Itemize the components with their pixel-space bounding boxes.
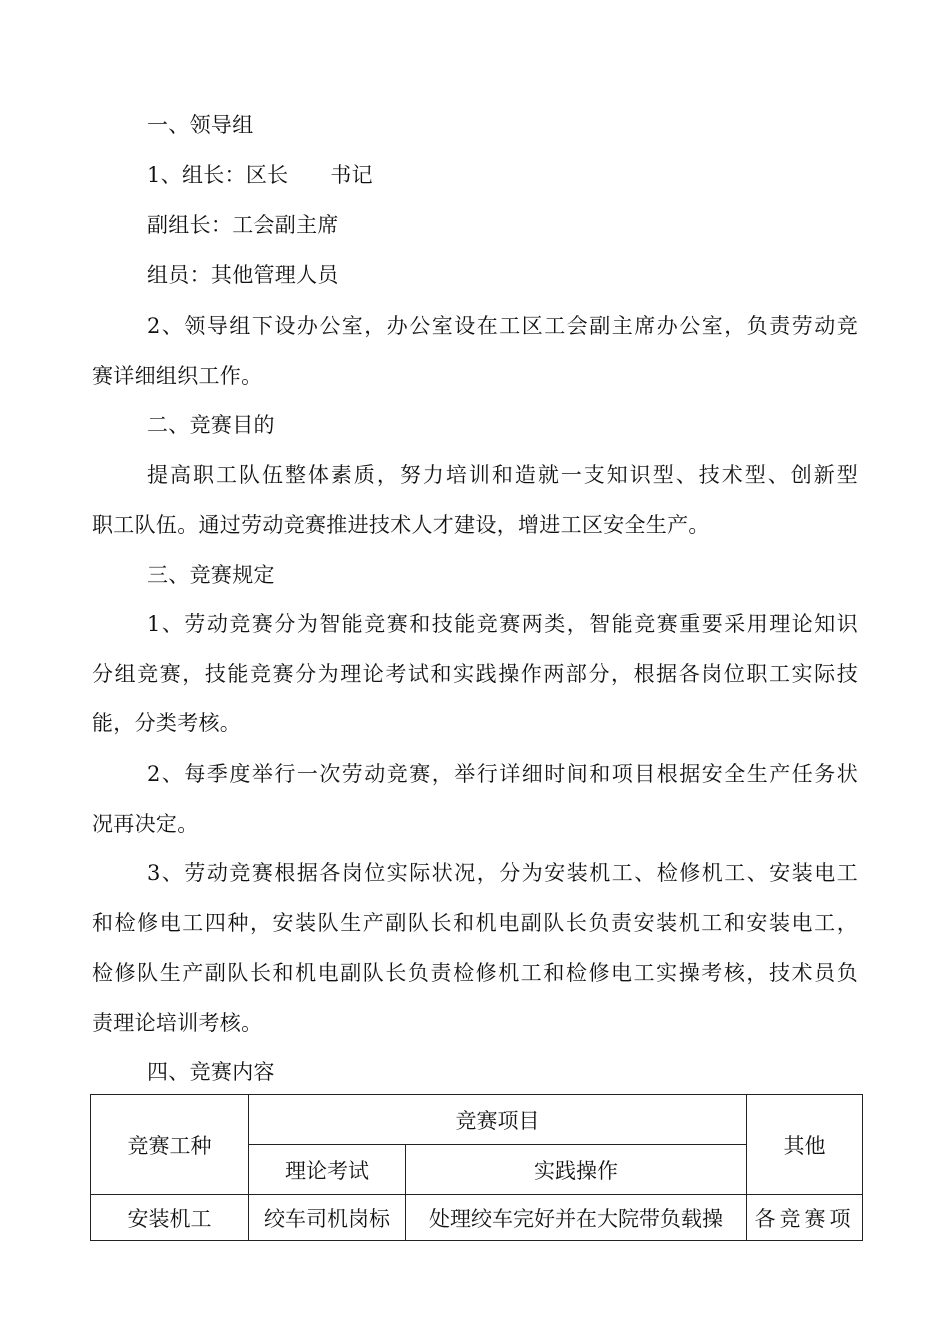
contest-table	[90, 1094, 863, 1241]
cell-practice: 处理绞车完好并在大院带负载操	[406, 1195, 747, 1241]
header-other: 其他	[747, 1095, 863, 1195]
rule-3-line-3: 检修队生产副队长和机电副队长负责检修机工和检修电工实操考核，技术员负	[92, 961, 858, 985]
rule-1-line-3: 能，分类考核。	[92, 711, 242, 735]
cell-theory-exam: 绞车司机岗标	[249, 1195, 406, 1241]
rule-3-line-1: 3、劳动竞赛根据各岗位实际状况，分为安装机工、检修机工、安装电工	[147, 861, 858, 885]
subheader-practice: 实践操作	[406, 1145, 747, 1195]
office-paragraph-line-2: 赛详细组织工作。	[92, 364, 263, 388]
cell-other: 各竞赛项	[747, 1195, 863, 1241]
subheader-theory-exam: 理论考试	[249, 1145, 406, 1195]
deputy-leader-line: 副组长：工会副主席	[147, 213, 339, 237]
section-heading-rules: 三、竞赛规定	[147, 563, 275, 587]
rule-2-line-1: 2、每季度举行一次劳动竞赛，举行详细时间和项目根据安全生产任务状	[147, 762, 858, 786]
rule-1-line-1: 1、劳动竞赛分为智能竞赛和技能竞赛两类，智能竞赛重要采用理论知识	[147, 612, 858, 636]
leader-line: 1、组长：区长 书记	[147, 163, 373, 187]
office-paragraph-line-1: 2、领导组下设办公室，办公室设在工区工会副主席办公室，负责劳动竞	[147, 314, 858, 338]
rule-3-line-4: 责理论培训考核。	[92, 1011, 263, 1035]
table-row	[91, 1195, 863, 1241]
header-contest-type: 竞赛工种	[91, 1095, 249, 1195]
rule-3-line-2: 和检修电工四种，安装队生产副队长和机电副队长负责安装机工和安装电工，	[92, 911, 858, 935]
rule-2-line-2: 况再决定。	[92, 812, 199, 836]
section-heading-purpose: 二、竞赛目的	[147, 413, 275, 437]
members-line: 组员：其他管理人员	[147, 263, 339, 287]
rule-1-line-2: 分组竞赛，技能竞赛分为理论考试和实践操作两部分，根据各岗位职工实际技	[92, 662, 858, 686]
cell-contest-type: 安装机工	[91, 1195, 249, 1241]
purpose-paragraph-line-1: 提高职工队伍整体素质，努力培训和造就一支知识型、技术型、创新型	[147, 463, 858, 487]
table-header-row	[91, 1095, 863, 1145]
purpose-paragraph-line-2: 职工队伍。通过劳动竞赛推进技术人才建设，增进工区安全生产。	[92, 513, 710, 537]
header-contest-items: 竞赛项目	[249, 1095, 747, 1145]
section-heading-content: 四、竞赛内容	[147, 1060, 275, 1084]
section-heading-leadership: 一、领导组	[147, 113, 254, 137]
